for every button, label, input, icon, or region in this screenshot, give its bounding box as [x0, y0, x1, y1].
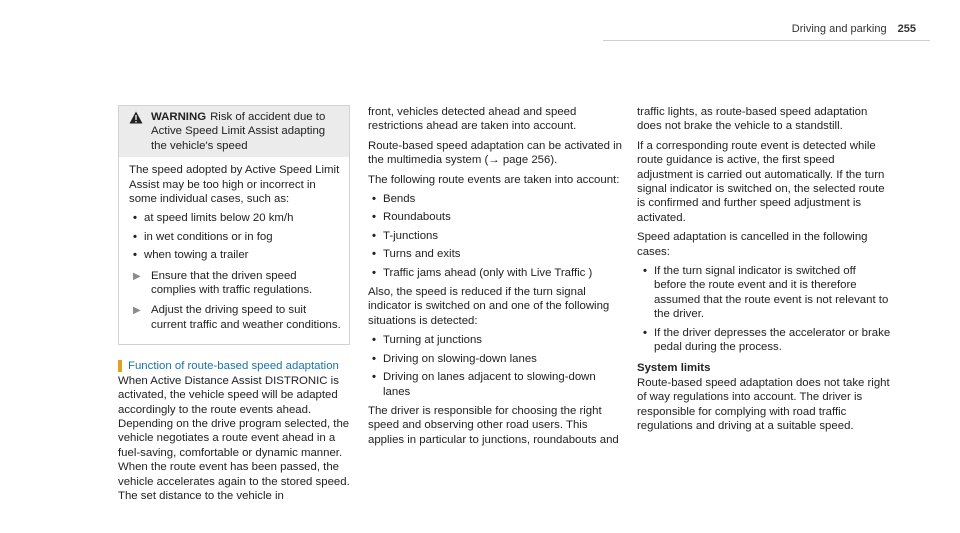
route-events-list [368, 192, 622, 280]
warning-step [129, 303, 341, 332]
page-number: 255 [897, 23, 916, 35]
paragraph: front, vehicles detected ahead and speed restrictions ahead are taken into account. [368, 106, 577, 133]
warning-triangle-icon [129, 110, 151, 153]
subheading-system-limits: System limits [637, 361, 711, 374]
list-item: • Driving on slowing-down lanes [368, 352, 622, 366]
triangle-arrow-icon: ▶ [133, 305, 141, 317]
list-item: • If the turn signal indicator is switched off before the route event and it is therefore assumed that the route event is not relevant to the driver. [639, 264, 891, 322]
paragraph: If a corresponding route event is detected while route guidance is active, the first speed adjustment is carried out automatically. If the turn signal indicator is switched on, the selected route is confirmed and further speed adjustment is activated. [637, 139, 885, 224]
situations-list [368, 333, 622, 399]
section-title: Function of route-based speed adaptation [128, 360, 339, 373]
warning-body [119, 157, 349, 344]
paragraph: Also, the speed is reduced if the turn signal indicator is switched on and one of the following situations is detected: [368, 286, 610, 327]
list-item: • in wet conditions or in fog [129, 230, 341, 244]
paragraph: Speed adaptation is cancelled in the following cases: [637, 231, 868, 258]
step-text: Ensure that the driven speed complies with traffic regulations. [151, 269, 313, 297]
list-item: • Turns and exits [368, 247, 622, 261]
warning-step [129, 269, 341, 298]
list-item: • when towing a trailer [129, 248, 341, 262]
list-item: • Turning at junctions [368, 333, 622, 347]
list-item: • Traffic jams ahead (only with Live Traffic ) [368, 266, 622, 280]
warning-headline: Risk of accident due to Active Speed Limit Assist adapting the vehicle's speed [151, 111, 326, 152]
list-item: • Roundabouts [368, 210, 622, 224]
section-marker [118, 360, 122, 372]
list-item: • Bends [368, 192, 622, 206]
section-heading [118, 359, 350, 373]
warning-label: WARNING [151, 111, 207, 123]
list-item: • If the driver depresses the accelerator or brake pedal during the process. [639, 326, 891, 355]
warning-intro: The speed adopted by Active Speed Limit Assist may be too high or incorrect in some individual cases, such as: [129, 164, 340, 206]
paragraph: Route-based speed adaptation does not take right of way regulations into account. The driver is responsible for complying with road traffic regulations and driving at a suitable speed. [637, 376, 890, 433]
list-item: • at speed limits below 20 km/h [129, 211, 341, 225]
cancel-cases-list [639, 264, 891, 354]
paragraph: The driver is responsible for choosing the right speed and observing other road users. This applies in particular to junctions, roundabouts and [368, 404, 619, 446]
column-2 [368, 105, 622, 452]
paragraph: The following route events are taken into account: [368, 173, 620, 186]
header-section: Driving and parking [791, 23, 887, 35]
triangle-arrow-icon: ▶ [133, 270, 141, 282]
list-item: • T-junctions [368, 229, 622, 243]
list-item: • Driving on lanes adjacent to slowing-down lanes [368, 370, 622, 399]
paragraph-page-reference[interactable]: Route-based speed adaptation can be activated in the multimedia system (→ page 256). [368, 139, 622, 167]
section-paragraph: When Active Distance Assist DISTRONIC is activated, the vehicle speed will be adapted accordingly to the route events ahead. Depending on the drive program selected, the vehicle negotiates a route event ahead in a fuel-saving, comfortable or dynamic manner. When the route event has been passed, the vehicle accelerates again to the stored speed. The set distance to the vehicle in [118, 374, 350, 502]
header-rule [603, 40, 930, 41]
column-1 [118, 105, 350, 508]
step-text: Adjust the driving speed to suit current traffic and weather conditions. [151, 304, 341, 331]
warning-cases [129, 211, 341, 262]
warning-box [118, 105, 350, 345]
page-header [792, 22, 916, 36]
paragraph: traffic lights, as route-based speed adaptation does not brake the vehicle to a standstill. [637, 106, 868, 133]
warning-header [119, 106, 349, 157]
column-3 [637, 105, 891, 439]
